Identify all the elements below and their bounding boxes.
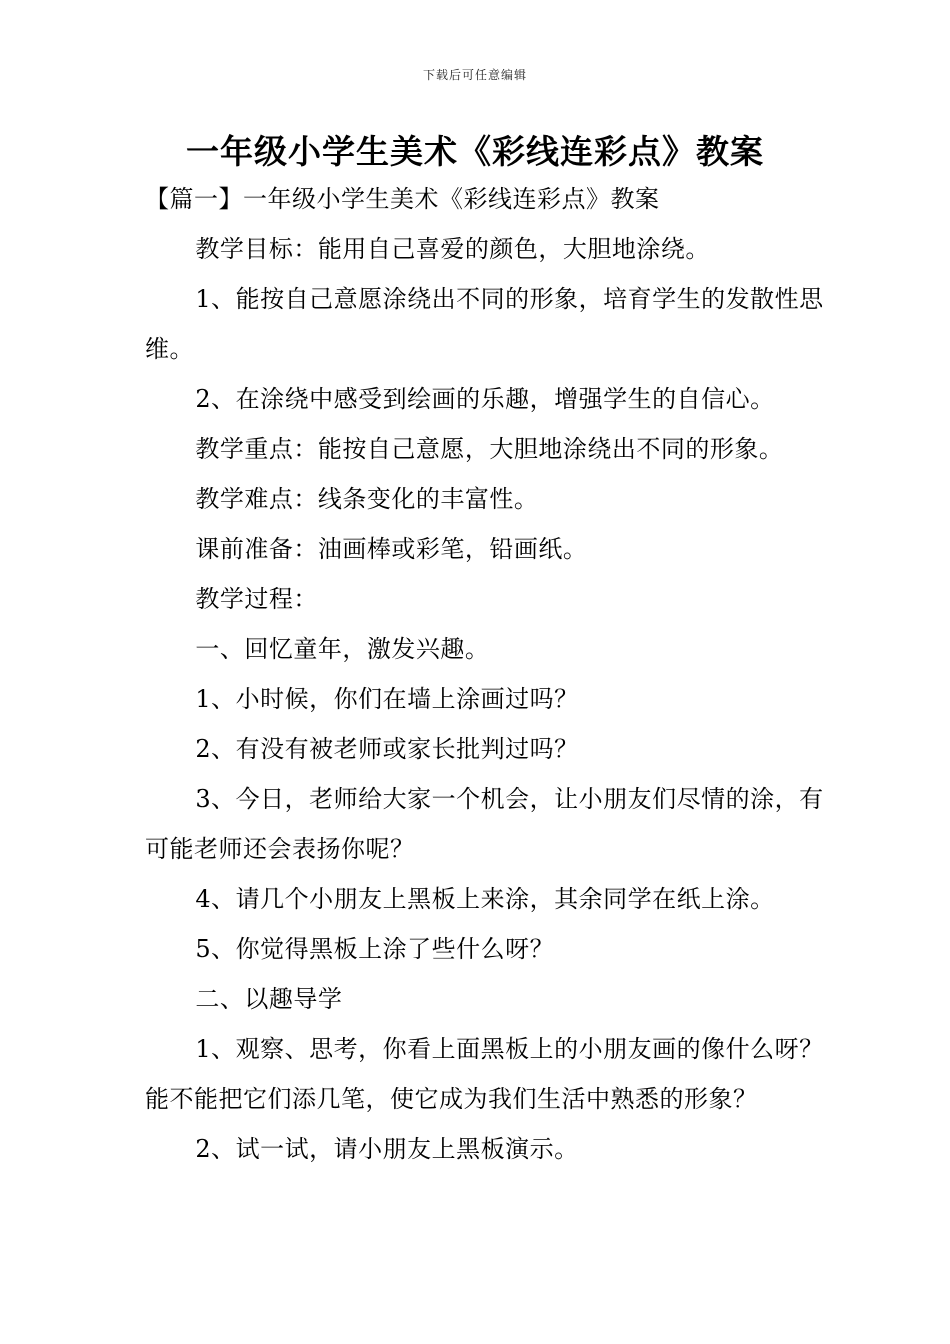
document-title: 一年级小学生美术《彩线连彩点》教案 bbox=[186, 132, 764, 171]
paragraph-teaching-goal: 教学目标：能用自己喜爱的颜色，大胆地涂绕。 bbox=[195, 235, 710, 263]
paragraph-goal-2: 2、在涂绕中感受到绘画的乐趣，增强学生的自信心。 bbox=[195, 385, 775, 413]
paragraph-step-one: 一、回忆童年，激发兴趣。 bbox=[195, 635, 490, 663]
paragraph-step-two: 二、以趣导学 bbox=[195, 985, 343, 1013]
header-note: 下载后可任意编辑 bbox=[422, 68, 527, 82]
paragraph-difficulty: 教学难点：线条变化的丰富性。 bbox=[195, 485, 539, 513]
paragraph-step-one-2: 2、有没有被老师或家长批判过吗？ bbox=[195, 735, 579, 763]
paragraph-step-one-3: 3、今日，老师给大家一个机会，让小朋友们尽情的涂，有可能老师还会表扬你呢？ bbox=[145, 785, 824, 863]
paragraph-goal-1: 1、能按自己意愿涂绕出不同的形象，培育学生的发散性思维。 bbox=[145, 285, 824, 363]
paragraph-step-two-2: 2、试一试，请小朋友上黑板演示。 bbox=[195, 1135, 579, 1163]
paragraph-step-one-4: 4、请几个小朋友上黑板上来涂，其余同学在纸上涂。 bbox=[195, 885, 775, 913]
section-heading: 【篇一】一年级小学生美术《彩线连彩点》教案 bbox=[145, 185, 660, 213]
paragraph-step-one-5: 5、你觉得黑板上涂了些什么呀？ bbox=[195, 935, 555, 963]
paragraph-step-one-1: 1、小时候，你们在墙上涂画过吗？ bbox=[195, 685, 579, 713]
paragraph-preparation: 课前准备：油画棒或彩笔，铅画纸。 bbox=[195, 535, 588, 563]
paragraph-step-two-1: 1、观察、思考，你看上面黑板上的小朋友画的像什么呀？能不能把它们添几笔，使它成为我们生活中熟悉的形象？ bbox=[145, 1035, 824, 1113]
document-body bbox=[145, 174, 835, 1174]
paragraph-key-point: 教学重点：能按自己意愿，大胆地涂绕出不同的形象。 bbox=[195, 435, 784, 463]
paragraph-process: 教学过程： bbox=[195, 585, 318, 613]
